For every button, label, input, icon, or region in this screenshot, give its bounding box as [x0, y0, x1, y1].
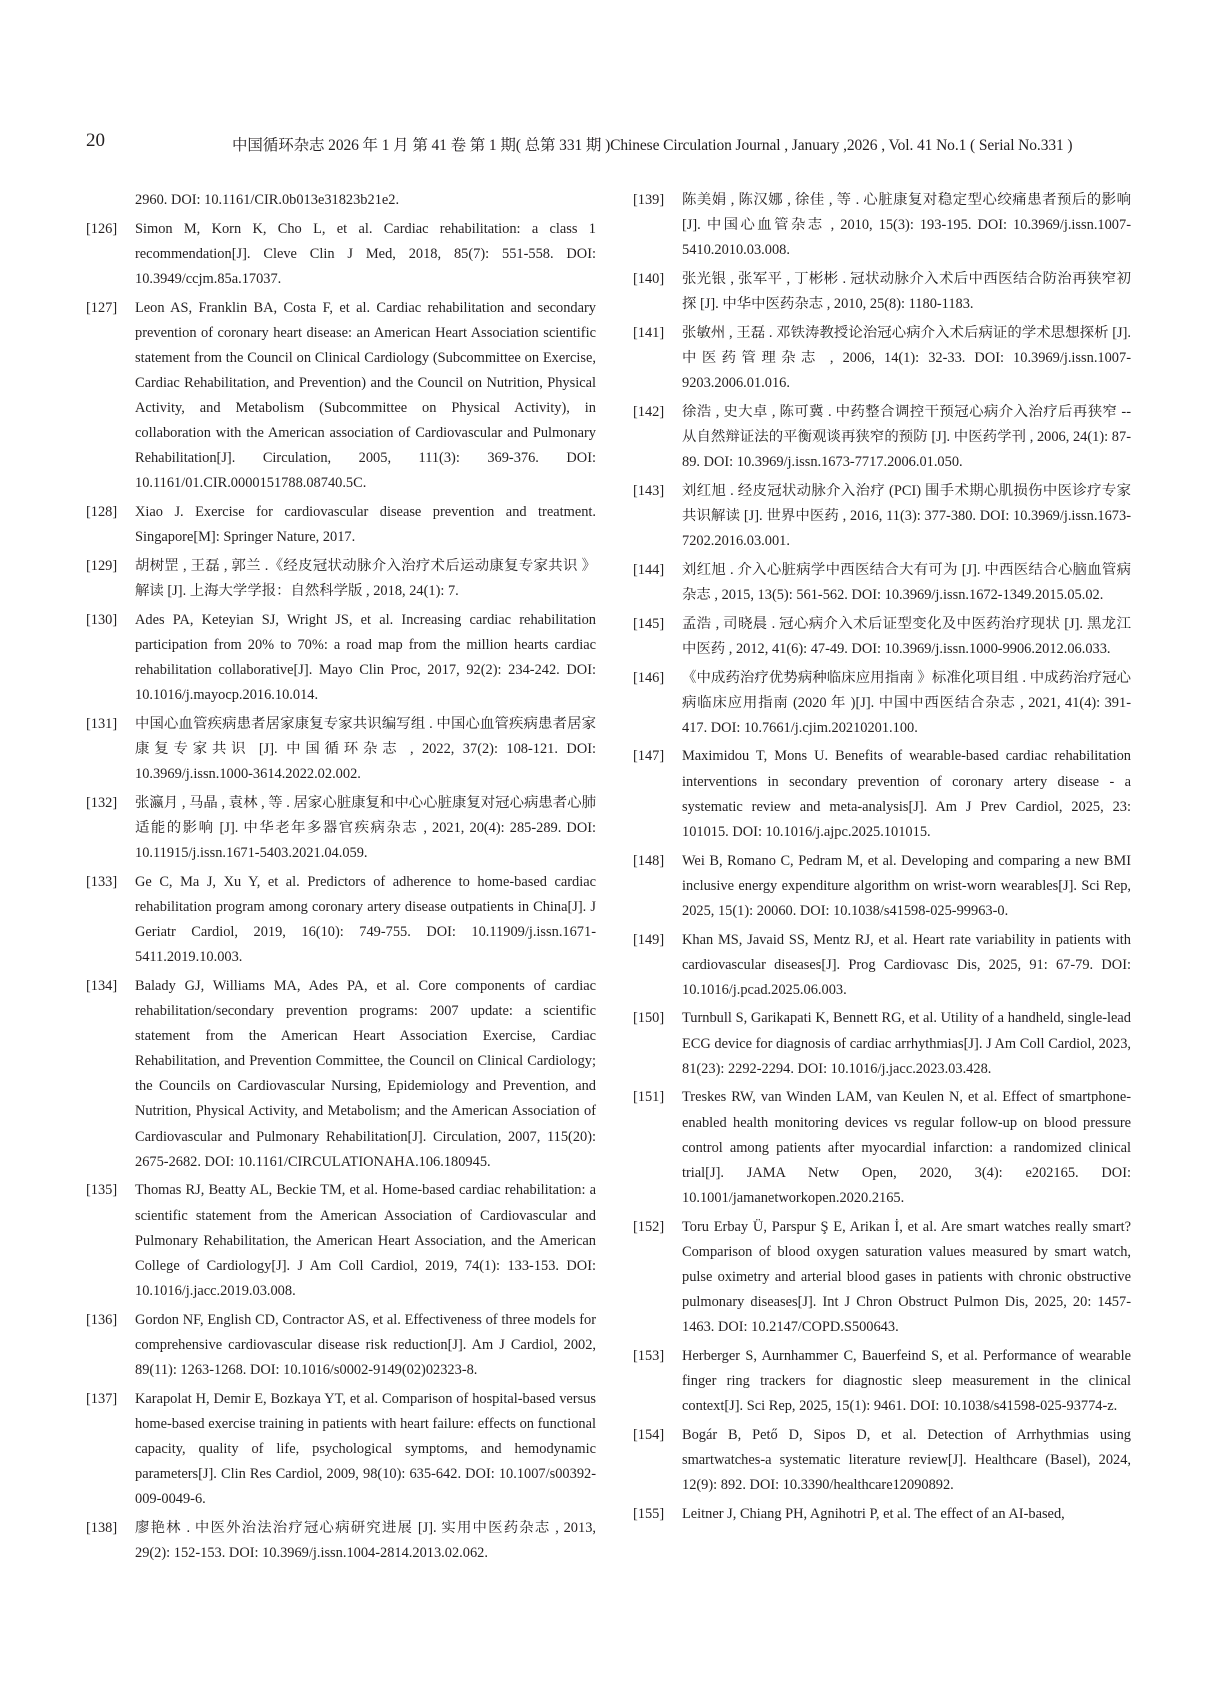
reference-item: [86, 500, 596, 550]
reference-item: [86, 1178, 596, 1303]
reference-text: 张敏州 , 王磊 . 邓铁涛教授论治冠心病介入术后病证的学术思想探析 [J]. 中医药管理杂志 , 2006, 14(1): 32-33. DOI: 10.3969/j.issn.1007-9203.2006.01.016.: [682, 324, 1131, 392]
reference-text: Khan MS, Javaid SS, Mentz RJ, et al. Heart rate variability in patients with cardiovascular diseases[J]. Prog Cardiovasc Dis, 2025, 91: 67-79. DOI: 10.1016/j.pcad.2025.06.003.: [682, 931, 1131, 998]
reference-item: [86, 1516, 596, 1566]
reference-text: Balady GJ, Williams MA, Ades PA, et al. Core components of cardiac rehabilitation/secondary prevention programs: 2007 update: a scientific statement from the American Heart Association Exercise, Cardiac Rehabilitation, and Prevention Committee, the Council on Clinical Cardiology; the Councils on Cardiovascular Nursing, Epidemiology and Prevention, and Nutrition, Physical Activity, and Metabolism; and the American Association of Cardiovascular and Pulmonary Rehabilitation[J]. Circulation, 2007, 115(20): 2675-2682. DOI: 10.1161/CIRCULATIONAHA.106.180945.: [135, 978, 596, 1170]
page-number: 20: [86, 130, 105, 151]
reference-item: [633, 666, 1131, 741]
reference-item: [633, 321, 1131, 396]
reference-text: Simon M, Korn K, Cho L, et al. Cardiac rehabilitation: a class 1 recommendation[J]. Cleve Clin J Med, 2018, 85(7): 551-558. DOI: 10.3949/ccjm.85a.17037.: [135, 220, 596, 287]
reference-item: [633, 849, 1131, 924]
reference-number: [129]: [86, 558, 118, 575]
reference-list-right: [633, 188, 1131, 1527]
reference-item: [86, 1308, 596, 1383]
reference-item: [633, 1502, 1131, 1527]
reference-text: Treskes RW, van Winden LAM, van Keulen N, et al. Effect of smartphone-enabled health monitoring devices vs regular follow-up on blood pressure control among patients after myocardial infarction: a randomized clinical trial[J]. JAMA Netw Open, 2020, 3(4): e202165. DOI: 10.1001/jamanetworkopen.2020.2165.: [682, 1089, 1131, 1206]
running-header: 中国循环杂志 2026 年 1 月 第 41 卷 第 1 期( 总第 331 期 )Chinese Circulation Journal , January ,2026 , Vol. 41 No.1 ( Serial No.331 ): [232, 137, 1073, 154]
reference-text: Xiao J. Exercise for cardiovascular disease prevention and treatment. Singapore[M]: Springer Nature, 2017.: [135, 504, 596, 546]
reference-number: [146]: [633, 669, 665, 686]
reference-item: [633, 558, 1131, 608]
reference-item: [633, 479, 1131, 554]
reference-number: [142]: [633, 403, 665, 420]
reference-number: [154]: [633, 1426, 665, 1443]
reference-number: [137]: [86, 1390, 118, 1407]
reference-number: [150]: [633, 1010, 665, 1027]
reference-item: [633, 188, 1131, 263]
reference-item: [633, 1344, 1131, 1419]
reference-item: [633, 612, 1131, 662]
reference-item: [86, 1387, 596, 1512]
reference-number: [132]: [86, 794, 118, 811]
reference-number: [151]: [633, 1089, 665, 1106]
reference-text: Ge C, Ma J, Xu Y, et al. Predictors of adherence to home-based cardiac rehabilitation program among coronary artery disease outpatients in China[J]. J Geriatr Cardiol, 2019, 16(10): 749-755. DOI: 10.11909/j.issn.1671-5411.2019.10.003.: [135, 873, 596, 966]
reference-number: [136]: [86, 1311, 118, 1328]
reference-text: Maximidou T, Mons U. Benefits of wearable-based cardiac rehabilitation interventions in secondary prevention of coronary artery disease - a systematic review and meta-analysis[J]. Am J Prev Cardiol, 2025, 23: 101015. DOI: 10.1016/j.ajpc.2025.101015.: [682, 748, 1131, 840]
reference-item: [633, 928, 1131, 1003]
reference-text: 刘红旭 . 介入心脏病学中西医结合大有可为 [J]. 中西医结合心脑血管病杂志 , 2015, 13(5): 561-562. DOI: 10.3969/j.issn.1672-1349.2015.05.02.: [682, 561, 1131, 603]
reference-item: [86, 870, 596, 970]
reference-number: [130]: [86, 611, 118, 628]
reference-number: [140]: [633, 270, 665, 287]
reference-number: [134]: [86, 978, 118, 994]
reference-item: [86, 974, 596, 1175]
reference-text: 徐浩 , 史大卓 , 陈可冀 . 中药整合调控干预冠心病介入治疗后再狭窄 -- 从自然辩证法的平衡观谈再狭窄的预防 [J]. 中医药学刊 , 2006, 24(1): 87-89. DOI: 10.3969/j.issn.1673-7717.2006.01.050.: [682, 403, 1131, 470]
reference-item: [633, 1006, 1131, 1081]
reference-number: [145]: [633, 615, 665, 632]
reference-item: [86, 712, 596, 787]
reference-number: [131]: [86, 716, 118, 732]
reference-number: [141]: [633, 324, 665, 341]
reference-text: Karapolat H, Demir E, Bozkaya YT, et al. Comparison of hospital-based versus home-based exercise training in patients with heart failure: effects on functional capacity, quality of life, psychological symptoms, and hemodynamic parameters[J]. Clin Res Cardiol, 2009, 98(10): 635-642. DOI: 10.1007/s00392-009-0049-6.: [135, 1390, 596, 1507]
reference-number: [135]: [86, 1182, 118, 1199]
reference-item: [633, 400, 1131, 475]
reference-text: Turnbull S, Garikapati K, Bennett RG, et al. Utility of a handheld, single-lead ECG device for diagnosis of cardiac arrhythmias[J]. J Am Coll Cardiol, 2023, 81(23): 2292-2294. DOI: 10.1016/j.jacc.2023.03.428.: [682, 1010, 1131, 1077]
reference-number: [144]: [633, 561, 665, 578]
reference-item: [86, 791, 596, 866]
reference-text: 张瀛月 , 马晶 , 袁林 , 等 . 居家心脏康复和中心心脏康复对冠心病患者心肺适能的影响 [J]. 中华老年多器官疾病杂志 , 2021, 20(4): 285-289. DOI: 10.11915/j.issn.1671-5403.2021.04.059.: [135, 794, 596, 862]
reference-text: 孟浩 , 司晓晨 . 冠心病介入术后证型变化及中医药治疗现状 [J]. 黑龙江中医药 , 2012, 41(6): 47-49. DOI: 10.3969/j.issn.1000-9906.2012.06.033.: [682, 615, 1131, 657]
reference-text: 张光银 , 张军平 , 丁彬彬 . 冠状动脉介入术后中西医结合防治再狭窄初探 [J]. 中华中医药杂志 , 2010, 25(8): 1180-1183.: [682, 270, 1131, 313]
reference-item: [633, 1085, 1131, 1210]
reference-text: Leon AS, Franklin BA, Costa F, et al. Cardiac rehabilitation and secondary prevention of coronary heart disease: an American Heart Association scientific statement from the Council on Clinical Cardiology (Subcommittee on Exercise, Cardiac Rehabilitation, and Prevention) and the Council on Nutrition, Physical Activity, and Metabolism (Subcommittee on Physical Activity), in collaboration with the American association of Cardiovascular and Pulmonary Rehabilitation[J]. Circulation, 2005, 111(3): 369-376. DOI: 10.1161/01.CIR.0000151788.08740.5C.: [135, 299, 596, 492]
reference-text: Toru Erbay Ü, Parspur Ş E, Arikan İ, et al. Are smart watches really smart? Comparison of blood oxygen saturation values measured by smart watch, pulse oximetry and arterial blood gases in patients with chronic obstructive pulmonary diseases[J]. Int J Chron Obstruct Pulmon Dis, 2025, 20: 1457-1463. DOI: 10.2147/COPD.S500643.: [682, 1218, 1131, 1335]
reference-continuation: 2960. DOI: 10.1161/CIR.0b013e31823b21e2.: [135, 192, 400, 208]
reference-text: Wei B, Romano C, Pedram M, et al. Developing and comparing a new BMI inclusive energy expenditure algorithm on wrist-worn wearables[J]. Sci Rep, 2025, 15(1): 20060. DOI: 10.1038/s41598-025-99963-0.: [682, 852, 1131, 919]
reference-text: 刘红旭 . 经皮冠状动脉介入治疗 (PCI) 围手术期心肌损伤中医诊疗专家共识解读 [J]. 世界中医药 , 2016, 11(3): 377-380. DOI: 10.3969/j.issn.1673-7202.2016.03.001.: [682, 482, 1131, 549]
reference-list-left: [86, 217, 596, 1566]
reference-item: [86, 608, 596, 708]
reference-number: [153]: [633, 1347, 665, 1364]
reference-item: [86, 296, 596, 497]
reference-number: [147]: [633, 748, 665, 765]
reference-number: [152]: [633, 1218, 665, 1235]
reference-item: [86, 554, 596, 604]
reference-number: [149]: [633, 931, 665, 948]
reference-item: [633, 1423, 1131, 1498]
reference-number: [138]: [86, 1519, 118, 1536]
reference-text: 《中成药治疗优势病种临床应用指南 》标准化项目组 . 中成药治疗冠心病临床应用指南 (2020 年 )[J]. 中国中西医结合杂志 , 2021, 41(4): 391-417. DOI: 10.7661/j.cjim.20210201.100.: [682, 669, 1131, 736]
reference-number: [155]: [633, 1505, 665, 1522]
reference-text: Gordon NF, English CD, Contractor AS, et al. Effectiveness of three models for comprehensive cardiovascular disease risk reduction[J]. Am J Cardiol, 2002, 89(11): 1263-1268. DOI: 10.1016/s0002-9149(02)02323-8.: [135, 1311, 596, 1378]
reference-number: [133]: [86, 873, 118, 890]
reference-item: [633, 744, 1131, 844]
reference-item: [633, 1215, 1131, 1340]
reference-item: [633, 267, 1131, 317]
reference-text: 中国心血管疾病患者居家康复专家共识编写组 . 中国心血管疾病患者居家康复专家共识 [J]. 中国循环杂志 , 2022, 37(2): 108-121. DOI: 10.3969/j.issn.1000-3614.2022.02.002.: [135, 716, 596, 783]
reference-text: Thomas RJ, Beatty AL, Beckie TM, et al. Home-based cardiac rehabilitation: a scientific statement from the American Association of Cardiovascular and Pulmonary Rehabilitation, the American Heart Association, and the American College of Cardiology[J]. J Am Coll Cardiol, 2019, 74(1): 133-153. DOI: 10.1016/j.jacc.2019.03.008.: [135, 1182, 596, 1299]
reference-column-left: [86, 188, 596, 1570]
reference-column-right: [633, 188, 1131, 1530]
reference-number: [126]: [86, 220, 118, 237]
reference-text: Ades PA, Keteyian SJ, Wright JS, et al. Increasing cardiac rehabilitation participation from 20% to 70%: a road map from the million hearts cardiac rehabilitation collaborative[J]. Mayo Clin Proc, 2017, 92(2): 234-242. DOI: 10.1016/j.mayocp.2016.10.014.: [135, 611, 596, 704]
reference-text: Herberger S, Aurnhammer C, Bauerfeind S, et al. Performance of wearable finger ring trackers for diagnostic sleep measurement in the clinical context[J]. Sci Rep, 2025, 15(1): 9461. DOI: 10.1038/s41598-025-93774-z.: [682, 1347, 1131, 1414]
reference-text: 陈美娟 , 陈汉娜 , 徐佳 , 等 . 心脏康复对稳定型心绞痛患者预后的影响 [J]. 中国心血管杂志 , 2010, 15(3): 193-195. DOI: 10.3969/j.issn.1007-5410.2010.03.008.: [682, 192, 1131, 259]
reference-text: 胡树罡 , 王磊 , 郭兰 .《经皮冠状动脉介入治疗术后运动康复专家共识 》解读 [J]. 上海大学学报：自然科学版 , 2018, 24(1): 7.: [135, 558, 596, 600]
reference-text: Leitner J, Chiang PH, Agnihotri P, et al. The effect of an AI-based,: [682, 1505, 1065, 1522]
reference-text: 廖艳林 . 中医外治法治疗冠心病研究进展 [J]. 实用中医药杂志 , 2013, 29(2): 152-153. DOI: 10.3969/j.issn.1004-2814.2013.02.062.: [135, 1519, 596, 1561]
reference-item: [86, 217, 596, 292]
reference-number: [128]: [86, 504, 118, 521]
reference-number: [148]: [633, 852, 665, 869]
reference-text: Bogár B, Pető D, Sipos D, et al. Detection of Arrhythmias using smartwatches-a systematic literature review[J]. Healthcare (Basel), 2024, 12(9): 892. DOI: 10.3390/healthcare12090892.: [682, 1426, 1131, 1493]
reference-number: [127]: [86, 299, 118, 316]
reference-number: [139]: [633, 192, 665, 208]
reference-number: [143]: [633, 482, 665, 499]
